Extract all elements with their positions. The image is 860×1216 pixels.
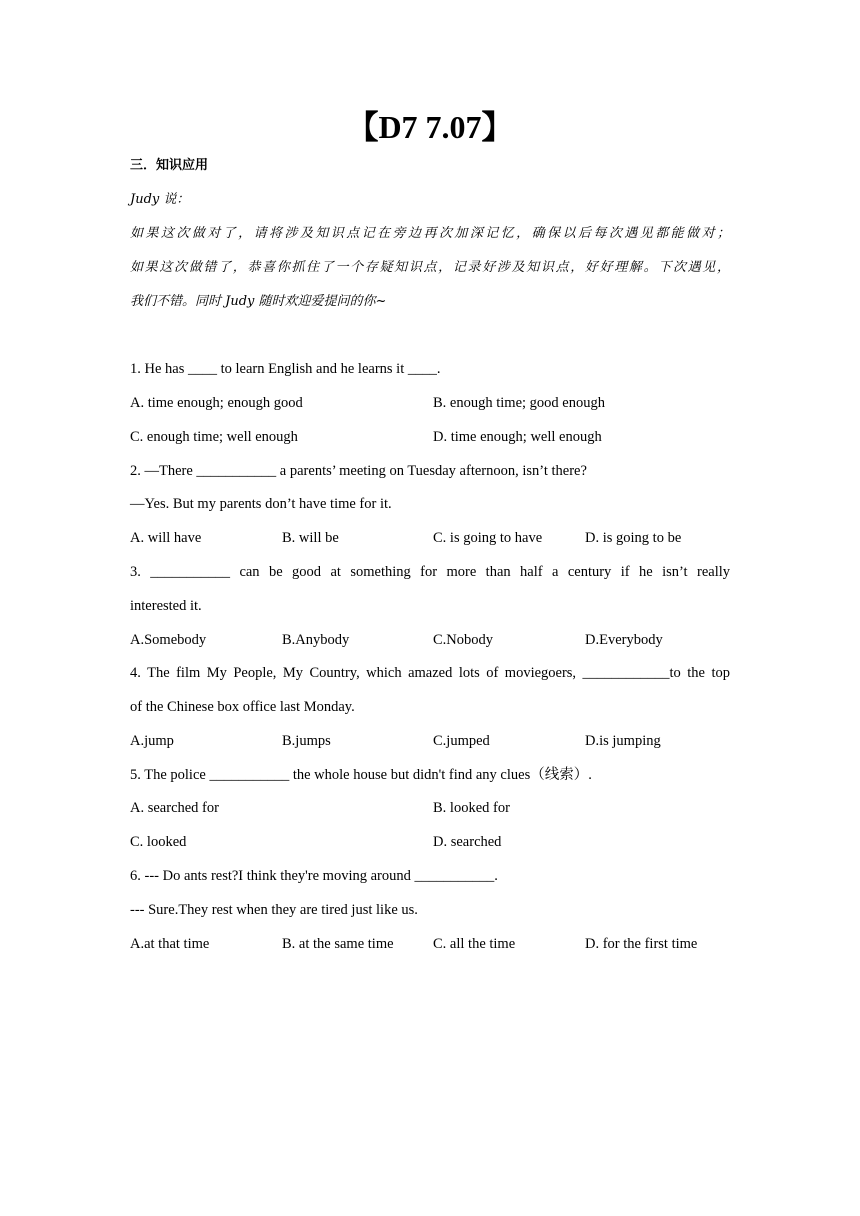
question-5-option-c: C. looked xyxy=(130,834,187,850)
question-3-option-c: C.Nobody xyxy=(433,632,494,648)
question-4-option-d: D.is jumping xyxy=(585,733,661,749)
question-3-option-a: A.Somebody xyxy=(130,632,207,648)
question-1-option-d: D. time enough; well enough xyxy=(433,429,602,445)
document-title: 【D7 7.07】 xyxy=(346,109,514,145)
question-2-option-a: A. will have xyxy=(130,530,202,546)
question-3-option-d: D.Everybody xyxy=(585,632,663,648)
question-3-stem: 3. ___________ can be good at something for more than half a century if he isn’t really xyxy=(130,564,730,580)
intro-line-1: Judy 说： xyxy=(130,192,190,207)
question-4-option-a: A.jump xyxy=(130,733,174,749)
intro-line-3: 如果这次做错了，恭喜你抓住了一个存疑知识点，记录好涉及知识点，好好理解。下次遇见， xyxy=(130,260,730,275)
question-2-option-b: B. will be xyxy=(282,530,339,546)
intro-line-4: 我们不错。同时 Judy 随时欢迎爱提问的你~ xyxy=(130,294,387,309)
question-2-option-c: C. is going to have xyxy=(433,530,543,546)
question-6-option-b: B. at the same time xyxy=(282,936,394,952)
question-4-stem: 4. The film My People, My Country, which amazed lots of moviegoers, ____________to the top xyxy=(130,665,730,681)
question-2-option-d: D. is going to be xyxy=(585,530,682,546)
question-3-option-b: B.Anybody xyxy=(282,632,350,648)
question-4-option-c: C.jumped xyxy=(433,733,490,749)
question-1-option-a: A. time enough; enough good xyxy=(130,395,303,411)
question-5-option-d: D. searched xyxy=(433,834,502,850)
question-6-response: --- Sure.They rest when they are tired just like us. xyxy=(130,902,418,918)
question-4-stem-continued: of the Chinese box office last Monday. xyxy=(130,699,355,715)
question-6-stem: 6. --- Do ants rest?I think they're moving around ___________. xyxy=(130,868,498,884)
question-5-option-a: A. searched for xyxy=(130,800,219,816)
question-3-stem-continued: interested it. xyxy=(130,598,202,614)
question-2-stem: 2. —There ___________ a parents’ meeting on Tuesday afternoon, isn’t there? xyxy=(130,463,587,479)
question-1-option-c: C. enough time; well enough xyxy=(130,429,298,445)
question-6-option-d: D. for the first time xyxy=(585,936,698,952)
question-2-response: —Yes. But my parents don’t have time for it. xyxy=(130,496,392,512)
question-4-option-b: B.jumps xyxy=(282,733,331,749)
question-1-option-b: B. enough time; good enough xyxy=(433,395,605,411)
question-6-option-c: C. all the time xyxy=(433,936,516,952)
question-1-stem: 1. He has ____ to learn English and he learns it ____. xyxy=(130,361,441,377)
question-5-option-b: B. looked for xyxy=(433,800,510,816)
section-heading: 三．知识应用 xyxy=(130,158,209,173)
intro-line-2: 如果这次做对了，请将涉及知识点记在旁边再次加深记忆，确保以后每次遇见都能做对； xyxy=(130,226,730,241)
question-6-option-a: A.at that time xyxy=(130,936,210,952)
question-5-stem: 5. The police ___________ the whole house but didn't find any clues（线索）. xyxy=(130,767,592,783)
